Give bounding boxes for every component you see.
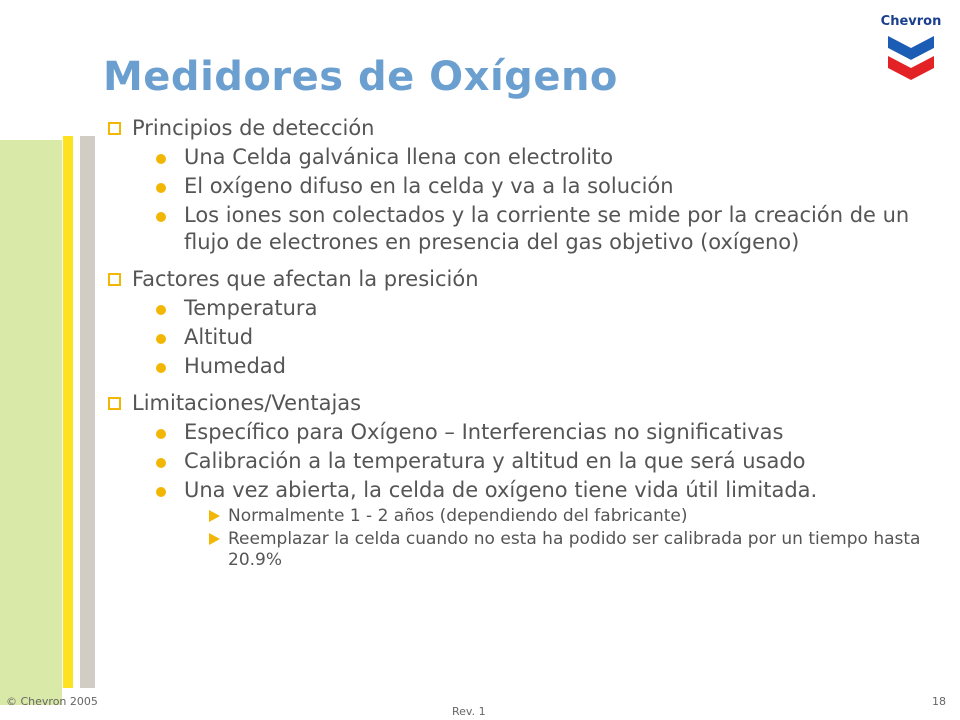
bullet-dot-icon xyxy=(156,334,166,344)
checkbox-bullet-icon xyxy=(108,397,121,410)
section-heading xyxy=(106,266,936,293)
list-item-text: Altitud xyxy=(184,325,254,349)
left-decor-gray-bar xyxy=(80,136,95,688)
triangle-bullet-icon xyxy=(209,510,220,522)
bullet-dot-icon xyxy=(156,183,166,193)
sub-list-item xyxy=(106,506,936,527)
bullet-dot-icon xyxy=(156,487,166,497)
footer-revision: Rev. 1 xyxy=(452,705,486,718)
section-heading-text: Limitaciones/Ventajas xyxy=(132,391,362,415)
slide-title: Medidores de Oxígeno xyxy=(103,54,618,100)
section-heading xyxy=(106,390,936,417)
list-item-text: Calibración a la temperatura y altitud en la que será usado xyxy=(184,449,806,473)
left-decor-yellow-bar xyxy=(63,136,73,688)
list-item xyxy=(106,419,936,446)
bullet-dot-icon xyxy=(156,154,166,164)
checkbox-bullet-icon xyxy=(108,122,121,135)
bullet-dot-icon xyxy=(156,305,166,315)
list-item xyxy=(106,448,936,475)
left-decor-green-band xyxy=(0,140,62,705)
section-heading-text: Principios de detección xyxy=(132,116,375,140)
list-item xyxy=(106,353,936,380)
list-item-text: Humedad xyxy=(184,354,287,378)
list-item-text: Los iones son colectados y la corriente se mide por la creación de un flujo de electrones en presencia del gas objetivo (oxígeno) xyxy=(184,203,910,254)
triangle-bullet-icon xyxy=(209,533,220,545)
sub-list-item-text: Reemplazar la celda cuando no esta ha podido ser calibrada por un tiempo hasta 20.9% xyxy=(228,529,921,570)
checkbox-bullet-icon xyxy=(108,273,121,286)
page-number: 18 xyxy=(932,695,946,708)
list-item xyxy=(106,324,936,351)
sub-list-item-text: Normalmente 1 - 2 años (dependiendo del fabricante) xyxy=(228,506,688,526)
list-item-text: Temperatura xyxy=(184,296,318,320)
list-item xyxy=(106,173,936,200)
list-item xyxy=(106,202,936,256)
list-item xyxy=(106,477,936,504)
bullet-dot-icon xyxy=(156,458,166,468)
section-heading xyxy=(106,115,936,142)
list-item-text: Específico para Oxígeno – Interferencias no significativas xyxy=(184,420,784,444)
logo-wordmark: Chevron xyxy=(880,14,942,29)
list-item xyxy=(106,144,936,171)
chevron-logo xyxy=(876,14,946,84)
list-item xyxy=(106,295,936,322)
section-factores xyxy=(106,266,936,380)
list-item-text: Una vez abierta, la celda de oxígeno tiene vida útil limitada. xyxy=(184,478,818,502)
footer-copyright: © Chevron 2005 xyxy=(6,695,98,708)
list-item-text: Una Celda galvánica llena con electrolito xyxy=(184,145,614,169)
bullet-dot-icon xyxy=(156,212,166,222)
slide-content xyxy=(106,115,936,571)
bullet-dot-icon xyxy=(156,363,166,373)
list-item-text: El oxígeno difuso en la celda y va a la solución xyxy=(184,174,674,198)
sub-list-item xyxy=(106,529,936,571)
section-principios xyxy=(106,115,936,256)
section-limitaciones xyxy=(106,390,936,571)
section-heading-text: Factores que afectan la presición xyxy=(132,267,479,291)
bullet-dot-icon xyxy=(156,429,166,439)
